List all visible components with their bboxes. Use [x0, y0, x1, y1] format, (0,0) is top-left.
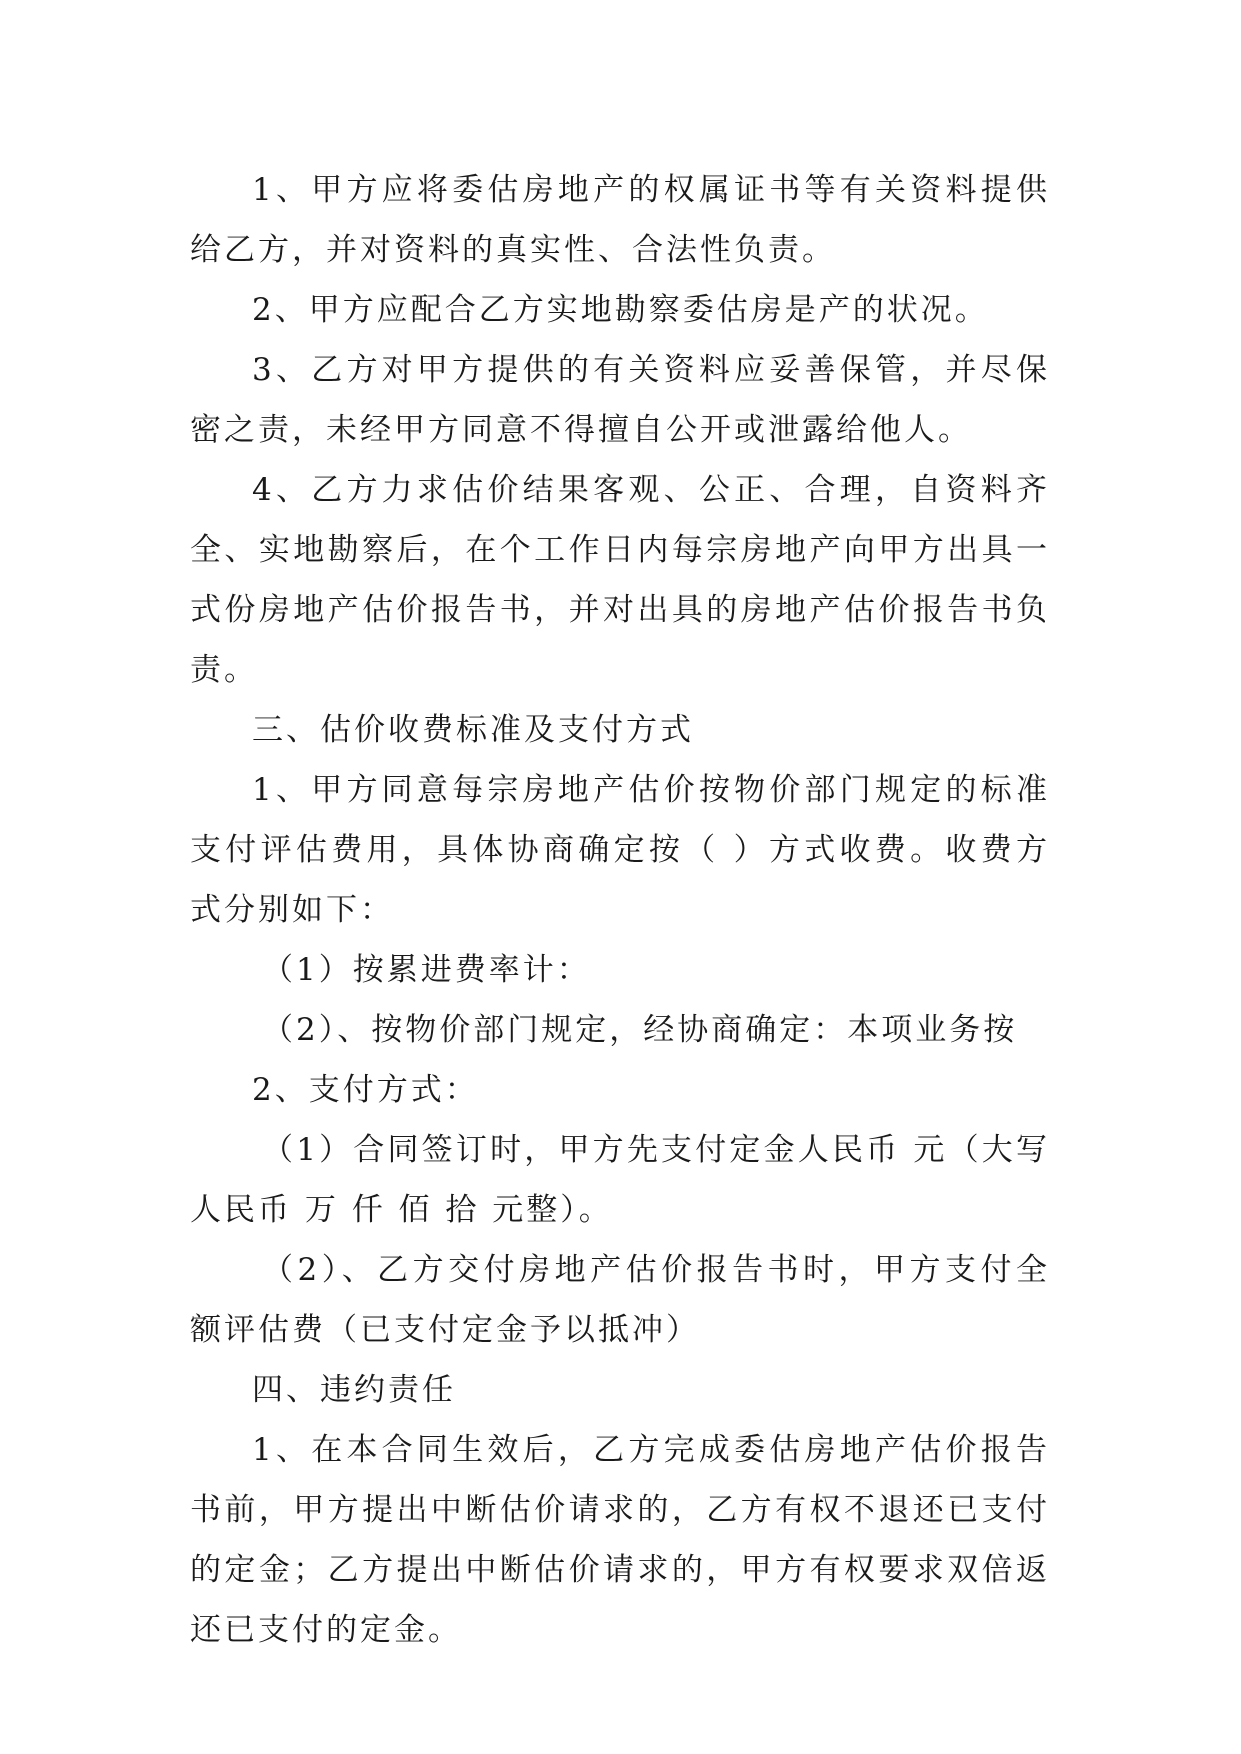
fee-method-1: （1）按累进费率计：: [262, 952, 591, 988]
clause-3-confidentiality: 3、乙方对甲方提供的有关资料应妥善保管，并尽保密之责，未经甲方同意不得擅自公开或泄露给他人。: [190, 352, 1050, 448]
clause-4-appraisal-report: 4、乙方力求估价结果客观、公正、合理，自资料齐全、实地勘察后，在个工作日内每宗房地产向甲方出具一式份房地产估价报告书，并对出具的房地产估价报告书负责。: [190, 472, 1050, 688]
breach-clause-1: 1、在本合同生效后，乙方完成委估房地产估价报告书前，甲方提出中断估价请求的，乙方有权不退还已支付的定金；乙方提出中断估价请求的，甲方有权要求双倍返还已支付的定金。: [190, 1432, 1050, 1648]
fee-clause-1: 1、甲方同意每宗房地产估价按物价部门规定的标准支付评估费用，具体协商确定按（ ）方式收费。收费方式分别如下：: [190, 772, 1050, 928]
document-body: [190, 160, 1050, 1660]
section-3-heading: 三、估价收费标准及支付方式: [252, 712, 694, 748]
clause-2-cooperate-survey: 2、甲方应配合乙方实地勘察委估房是产的状况。: [252, 292, 989, 328]
payment-method-2: （2）、乙方交付房地产估价报告书时，甲方支付全额评估费（已支付定金予以抵冲）: [190, 1252, 1050, 1348]
clause-1-provide-materials: 1、甲方应将委估房地产的权属证书等有关资料提供给乙方，并对资料的真实性、合法性负责。: [190, 172, 1050, 268]
payment-clause-2: 2、支付方式：: [252, 1072, 479, 1108]
payment-method-1: （1）合同签订时，甲方先支付定金人民币 元（大写人民币 万 仟 佰 拾 元整）。: [190, 1132, 1050, 1228]
section-4-heading: 四、违约责任: [252, 1372, 456, 1408]
fee-method-2: （2）、按物价部门规定，经协商确定：本项业务按: [262, 1012, 1018, 1048]
